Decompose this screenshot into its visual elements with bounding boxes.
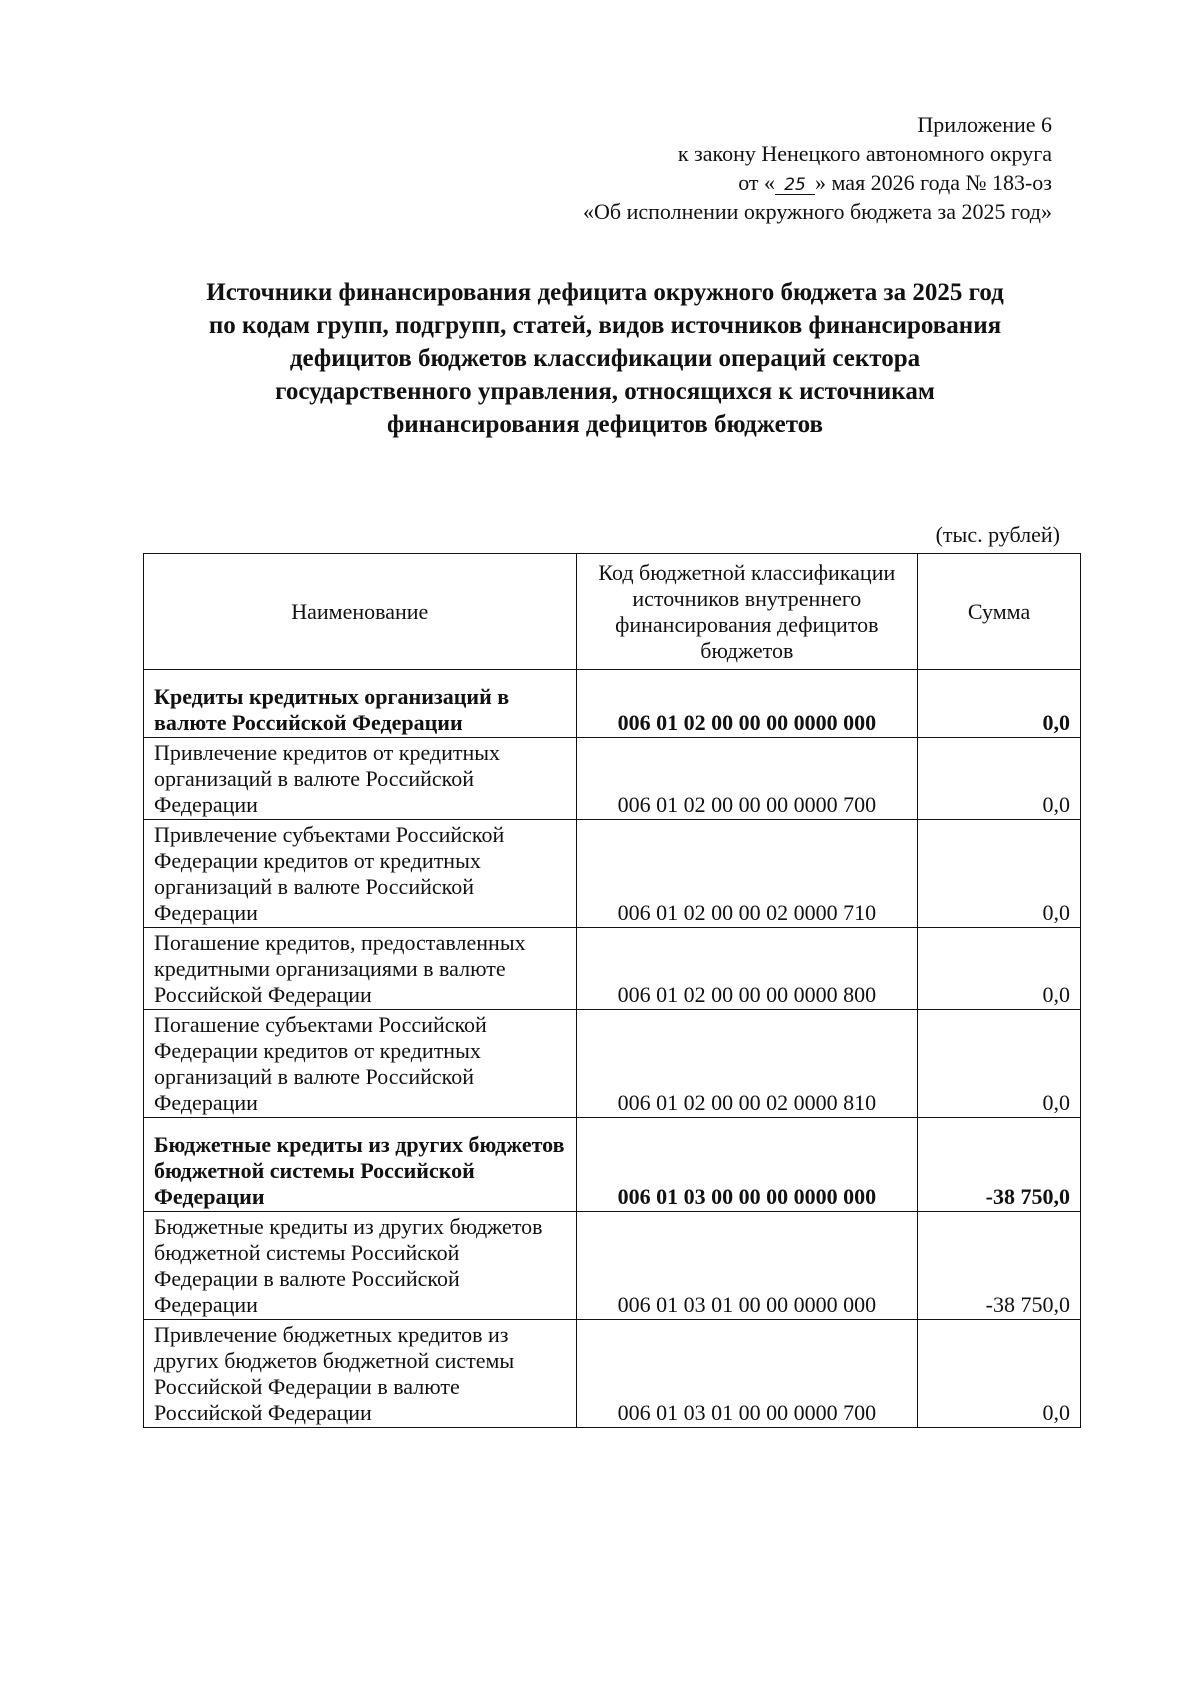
appendix-law-reference: к закону Ненецкого автономного округа: [677, 141, 1052, 166]
row-sum: 0,0: [918, 738, 1081, 820]
row-code: 006 01 02 00 00 02 0000 810: [576, 1010, 918, 1118]
header-sum: Сумма: [918, 554, 1081, 670]
row-sum: 0,0: [918, 1320, 1081, 1428]
row-sum: -38 750,0: [918, 1118, 1081, 1212]
header-code: Код бюджетной классификации источников внутреннего финансирования дефицитов бюджетов: [576, 554, 918, 670]
row-code: 006 01 02 00 00 00 0000 000: [576, 670, 918, 738]
row-code: 006 01 03 00 00 00 0000 000: [576, 1118, 918, 1212]
row-name: Привлечение бюджетных кредитов из других бюджетов бюджетной системы Российской Федерации в валюте Российской Федерации: [144, 1320, 577, 1428]
row-name: Погашение субъектами Российской Федерации кредитов от кредитных организаций в валюте Российской Федерации: [144, 1010, 577, 1118]
row-code: 006 01 03 01 00 00 0000 700: [576, 1320, 918, 1428]
table-row: [144, 1118, 1081, 1212]
table-row: [144, 670, 1081, 738]
row-code: 006 01 02 00 00 00 0000 700: [576, 738, 918, 820]
row-code: 006 01 03 01 00 00 0000 000: [576, 1212, 918, 1320]
header-name: Наименование: [144, 554, 577, 670]
row-name: Привлечение субъектами Российской Федерации кредитов от кредитных организаций в валюте Российской Федерации: [144, 820, 577, 928]
appendix-number: Приложение 6: [917, 112, 1052, 137]
appendix-header: [583, 110, 1052, 226]
table-header-row: [144, 554, 1081, 670]
appendix-date-prefix: от «: [738, 170, 776, 195]
appendix-law-title: «Об исполнении окружного бюджета за 2025 год»: [582, 199, 1052, 224]
units-label: (тыс. рублей): [935, 522, 1060, 547]
row-sum: 0,0: [918, 928, 1081, 1010]
row-name: Погашение кредитов, предоставленных кредитными организациями в валюте Российской Федерации: [144, 928, 577, 1010]
table-row: [144, 738, 1081, 820]
title-line-1: Источники финансирования дефицита окружного бюджета за 2025 год: [206, 279, 1004, 306]
row-sum: 0,0: [918, 820, 1081, 928]
row-name: Привлечение кредитов от кредитных организаций в валюте Российской Федерации: [144, 738, 577, 820]
document-title: [130, 276, 1080, 441]
table-row: [144, 1010, 1081, 1118]
title-line-2: по кодам групп, подгрупп, статей, видов источников финансирования: [208, 312, 1002, 339]
row-code: 006 01 02 00 00 02 0000 710: [576, 820, 918, 928]
row-sum: 0,0: [918, 1010, 1081, 1118]
row-sum: -38 750,0: [918, 1212, 1081, 1320]
row-name: Бюджетные кредиты из других бюджетов бюджетной системы Российской Федерации: [144, 1118, 577, 1212]
handwritten-day: 25: [775, 176, 815, 195]
financing-sources-table: [143, 553, 1081, 1428]
row-sum: 0,0: [918, 670, 1081, 738]
table-row: [144, 1212, 1081, 1320]
title-line-5: финансирования дефицитов бюджетов: [386, 411, 824, 438]
row-name: Кредиты кредитных организаций в валюте Российской Федерации: [144, 670, 577, 738]
appendix-date-suffix: » мая 2026 года № 183-оз: [815, 170, 1052, 195]
row-code: 006 01 02 00 00 00 0000 800: [576, 928, 918, 1010]
table-row: [144, 1320, 1081, 1428]
table-row: [144, 928, 1081, 1010]
appendix-date-line: [583, 168, 1052, 197]
title-line-4: государственного управления, относящихся к источникам: [275, 378, 935, 405]
row-name: Бюджетные кредиты из других бюджетов бюджетной системы Российской Федерации в валюте Российской Федерации: [144, 1212, 577, 1320]
table-row: [144, 820, 1081, 928]
title-line-3: дефицитов бюджетов классификации операций сектора: [289, 345, 921, 372]
